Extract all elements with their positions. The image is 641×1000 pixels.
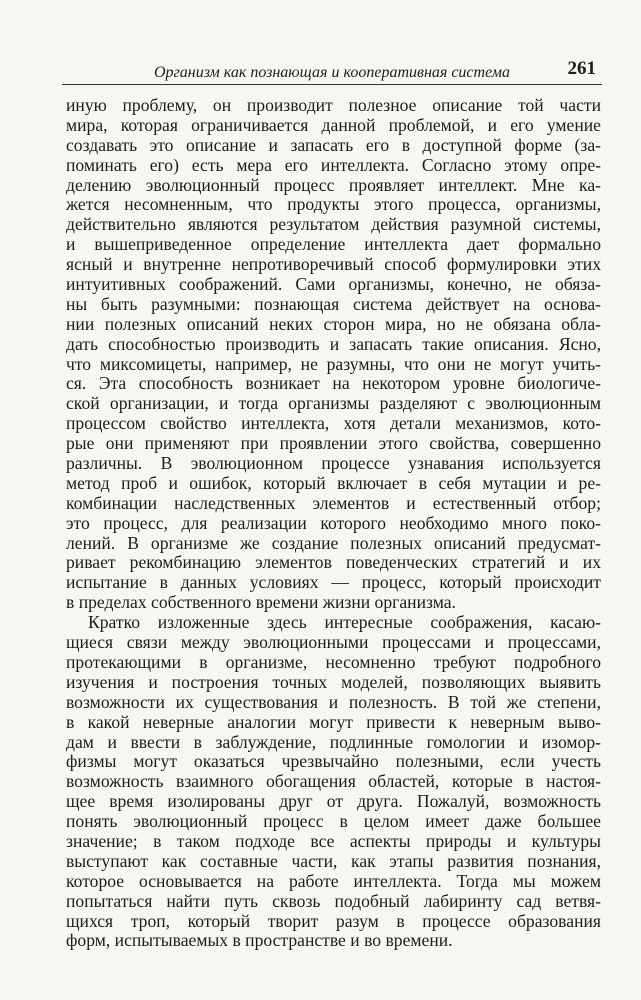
text-line: возможности их существования и полезность. В той же степени, xyxy=(66,691,601,712)
text-line: рые они применяют при проявлении этого свойства, совершенно xyxy=(66,433,601,454)
text-line: жется несомненным, что продукты этого процесса, организмы, xyxy=(66,194,601,215)
text-line: лений. В организме же создание полезных описаний предусмат- xyxy=(66,532,601,553)
running-title: Организм как познающая и кооперативная система xyxy=(153,64,510,81)
text-line: значение; в таком подходе все аспекты природы и культуры xyxy=(66,830,601,851)
paragraph-1 xyxy=(66,96,601,613)
text-line: комбинации наследственных элементов и естественный отбор; xyxy=(66,492,601,513)
paragraph-2 xyxy=(66,613,601,951)
text-line: ской организации, и тогда организмы разделяют с эволюционным xyxy=(66,393,601,414)
text-line: испытание в данных условиях — процесс, который происходит xyxy=(66,572,601,593)
text-line: понять эволюционный процесс в целом имеет даже большее xyxy=(66,811,601,832)
text-line: процессом свойство интеллекта, хотя детали механизмов, кото- xyxy=(66,413,601,434)
text-line: ся. Эта способность возникает на некотором уровне биологиче- xyxy=(66,373,601,394)
text-line: ны быть разумными: познающая система действует на основа- xyxy=(66,293,601,314)
text-line: протекающими в организме, несомненно требуют подробного xyxy=(66,651,601,672)
text-line: мира, которая ограничивается данной проблемой, и его умение xyxy=(66,114,601,135)
text-line: иную проблему, он производит полезное описание той части xyxy=(66,95,601,115)
text-line: которое основывается на работе интеллекта. Тогда мы можем xyxy=(66,870,601,891)
text-line: щихся троп, который творит разум в процессе образования xyxy=(66,910,601,931)
text-line: что миксомицеты, например, не разумны, что они не могут учить- xyxy=(66,353,601,374)
text-line: интуитивных соображений. Сами организмы, конечно, не обяза- xyxy=(66,274,601,295)
text-line: дать способностью производить и запасать такие описания. Ясно, xyxy=(66,333,601,354)
text-line: Кратко изложенные здесь интересные соображения, касаю- xyxy=(88,612,601,633)
text-line: выступают как составные части, как этапы развития познания, xyxy=(66,850,601,871)
text-line: в какой неверные аналогии могут привести к неверным выво- xyxy=(66,711,601,732)
text-line: метод проб и ошибок, который включает в себя мутации и ре- xyxy=(66,472,601,493)
text-line: щее время изолированы друг от друга. Пожалуй, возможность xyxy=(66,791,601,812)
text-line: и вышеприведенное определение интеллекта дает формально xyxy=(66,234,601,255)
body-text xyxy=(66,96,601,951)
text-line: в пределах собственного времени жизни организма. xyxy=(66,592,456,613)
text-line: возможность взаимного обогащения областей, которые в настоя- xyxy=(66,771,601,792)
text-line: изучения и построения точных моделей, позволяющих выявить xyxy=(66,671,601,692)
text-line: ясный и внутренне непротиворечивый способ формулировки этих xyxy=(66,254,601,275)
text-line: форм, испытываемых в пространстве и во времени. xyxy=(66,930,453,951)
text-line: это процесс, для реализации которого необходимо много поко- xyxy=(66,512,601,533)
text-line: действительно являются результатом действия разумной системы, xyxy=(66,214,601,235)
text-line: различны. В эволюционном процессе узнавания используется xyxy=(66,453,601,474)
text-line: физмы могут оказаться чрезвычайно полезными, если учесть xyxy=(66,751,601,772)
text-line: ривает рекомбинацию элементов поведенческих стратегий и их xyxy=(66,552,601,573)
text-line: нии полезных описаний некиx сторон мира, но не обязана обла- xyxy=(66,313,601,334)
text-line: щиеся связи между эволюционными процессами и процессами, xyxy=(66,632,601,653)
text-line: попытаться найти путь сквозь подобный лабиринту сад ветвя- xyxy=(66,890,601,911)
text-line: дам и ввести в заблуждение, подлинные гомологии и изомор- xyxy=(66,731,601,752)
text-line: создавать это описание и запасать его в доступной форме (за- xyxy=(66,134,601,155)
running-header xyxy=(62,58,602,85)
text-line: поминать его) есть мера его интеллекта. Согласно этому опре- xyxy=(66,154,601,175)
page-number: 261 xyxy=(567,58,596,79)
text-line: делению эволюционный процесс проявляет интеллект. Мне ка- xyxy=(66,174,601,195)
